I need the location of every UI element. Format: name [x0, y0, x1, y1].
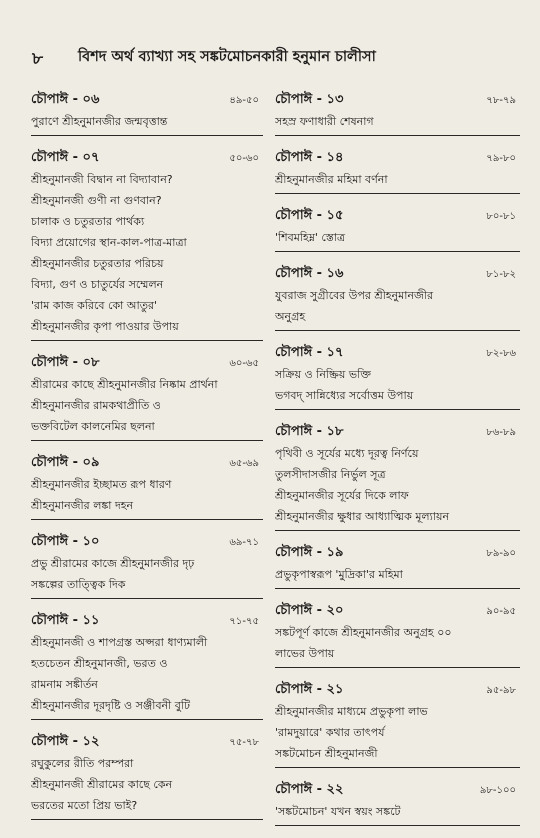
page-range: ৫০-৬০ [229, 153, 259, 164]
toc-right-column [275, 90, 520, 838]
topic-line: সঙ্কটমোচন শ্রীহনুমানজী [275, 747, 378, 760]
toc-entry [31, 732, 263, 820]
toc-entry-heading [31, 611, 263, 632]
toc-entry-heading [31, 90, 263, 111]
entry-divider [275, 767, 520, 768]
toc-entry [275, 206, 520, 252]
toc-entry [275, 148, 520, 194]
entry-divider [275, 409, 520, 410]
chaupai-title: চৌপাঈ - ০৯ [31, 455, 100, 470]
entry-divider [275, 193, 520, 194]
topic-line: শ্রীরামের কাছে শ্রীহনুমানজীর নিষ্কাম প্রার্থনা [31, 378, 218, 391]
topic-line: শ্রীহনুমানজীর চতুরতার পরিচয় [31, 257, 164, 270]
chaupai-title: চৌপাঈ - ০৮ [31, 355, 100, 370]
entry-divider [275, 825, 520, 826]
toc-entry [31, 353, 263, 441]
page-range: ৯৮-১০০ [479, 785, 516, 796]
entry-divider [31, 519, 263, 520]
toc-entry [31, 453, 263, 520]
toc-entry [275, 680, 520, 768]
toc-entry-heading [275, 601, 520, 622]
page-range: ৬৫-৬৯ [229, 458, 259, 469]
topic-line: ভক্তবিটেল কালনেমির ছলনা [31, 420, 155, 433]
toc-entry-heading [275, 148, 520, 169]
topic-line: প্রভু শ্রীরামের কাজে শ্রীহনুমানজীর দৃঢ় [31, 557, 195, 570]
toc-entry [275, 601, 520, 668]
page-range: ৮৯-৯০ [486, 548, 516, 559]
toc-entry-heading [275, 206, 520, 227]
topic-line: শ্রীহনুমানজী ও শাপগ্রস্ত অপ্সরা ধাণ্যমালী [31, 636, 208, 649]
chaupai-title: চৌপাঈ - ১০ [31, 534, 100, 549]
toc-entry-heading [31, 353, 263, 374]
chaupai-title: চৌপাঈ - ২১ [275, 682, 344, 697]
page-range: ৮২-৮৬ [486, 348, 516, 359]
chaupai-title: চৌপাঈ - ০৬ [31, 92, 100, 107]
entry-divider [31, 440, 263, 441]
toc-entry [31, 611, 263, 720]
topic-line: অনুগ্রহ [275, 310, 306, 323]
toc-entry [275, 264, 520, 331]
chaupai-title: চৌপাঈ - ১৮ [275, 424, 344, 439]
entry-divider [31, 719, 263, 720]
entry-divider [275, 135, 520, 136]
toc-entry-heading [31, 732, 263, 753]
chaupai-title: চৌপাঈ - ১৪ [275, 150, 344, 165]
topic-line: শ্রীহনুমানজী বিদ্বান না বিদ্যাবান? [31, 173, 173, 186]
topic-line: হতচেতন শ্রীহনুমানজী, ভরত ও [31, 657, 168, 670]
chaupai-title: চৌপাঈ - ০৭ [31, 150, 100, 165]
entry-divider [275, 667, 520, 668]
page-number: ৮ [32, 49, 44, 69]
toc-entry-heading [31, 148, 263, 169]
toc-entry [275, 343, 520, 410]
page-header [0, 0, 540, 86]
topic-line: ভগবদ্ সান্নিধ্যের সর্বোত্তম উপায় [275, 389, 414, 402]
topic-line: 'শিবমহিম্ন' স্তোত্র [275, 231, 346, 244]
chaupai-title: চৌপাঈ - ২২ [275, 782, 344, 797]
entry-divider [275, 588, 520, 589]
topic-line: শ্রীহনুমানজীর সূর্যের দিকে লাফ [275, 489, 409, 502]
page-range: ৭৮-৭৯ [486, 95, 516, 106]
page-range: ৭৯-৮০ [486, 153, 516, 164]
toc-entry [275, 543, 520, 589]
toc-entry-heading [31, 532, 263, 553]
toc-entry-heading [275, 780, 520, 801]
topic-line: পুরাণে শ্রীহনুমানজীর জন্মবৃত্তান্ত [31, 115, 168, 128]
topic-line: প্রভুকৃপাস্বরূপ 'মুদ্রিকা'র মহিমা [275, 568, 403, 581]
topic-line: শ্রীহনুমানজীর লঙ্কা দহন [31, 499, 134, 512]
topic-line: শ্রীহনুমানজীর রামকথাপ্রীতি ও [31, 399, 161, 412]
chaupai-title: চৌপাঈ - ১১ [31, 613, 100, 628]
toc-entry-heading [275, 422, 520, 443]
topic-line: যুবরাজ সুগ্রীবের উপর শ্রীহনুমানজীর [275, 289, 434, 302]
entry-divider [275, 530, 520, 531]
topic-line: শ্রীহনুমানজীর দূরদৃষ্টি ও সঞ্জীবনী বুটি [31, 699, 191, 712]
toc-entry [275, 90, 520, 136]
page-range: ৯৫-৯৮ [486, 685, 516, 696]
toc-entry-heading [275, 680, 520, 701]
topic-line: শ্রীহনুমানজীর কৃপা পাওয়ার উপায় [31, 320, 179, 333]
topic-line: শ্রীহনুমানজী গুণী না গুণবান? [31, 194, 162, 207]
entry-divider [31, 819, 263, 820]
topic-line: শ্রীহনুমানজীর মহিমা বর্ণনা [275, 173, 388, 186]
topic-line: 'রামদুয়ারে' কথার তাৎপর্য [275, 726, 385, 739]
topic-line: সক্রিয় ও নিষ্ক্রিয় ভক্তি [275, 368, 371, 381]
page-range: ৮১-৮২ [486, 269, 516, 280]
topic-line: তুলসীদাসজীর নির্ভুল সূত্র [275, 468, 386, 481]
topic-line: শ্রীহনুমানজীর ইচ্ছামত রূপ ধারণ [31, 478, 172, 491]
toc-entry [275, 422, 520, 531]
page-range: ৬৯-৭১ [229, 537, 259, 548]
topic-line: লাভের উপায় [275, 647, 335, 660]
toc-entry [275, 780, 520, 826]
toc-entry-heading [275, 543, 520, 564]
topic-line: 'রাম কাজ করিবে কো আতুর' [31, 299, 158, 312]
chaupai-title: চৌপাঈ - ১৫ [275, 208, 344, 223]
topic-line: শ্রীহনুমানজী শ্রীরামের কাছে কেন [31, 778, 173, 791]
chaupai-title: চৌপাঈ - ২০ [275, 603, 344, 618]
entry-divider [275, 330, 520, 331]
topic-line: সঙ্কল্পের তাত্ত্বিক দিক [31, 578, 126, 591]
page-range: ৮০-৮১ [486, 211, 516, 222]
entry-divider [31, 135, 263, 136]
topic-line: 'সঙ্কটমোচন' যখন স্বয়ং সঙ্কটে [275, 805, 401, 818]
page-range: ৮৬-৮৯ [486, 427, 516, 438]
page-range: ৬০-৬৫ [229, 358, 259, 369]
page-range: ৯০-৯৫ [486, 606, 516, 617]
toc-left-column [31, 90, 263, 832]
chaupai-title: চৌপাঈ - ১৬ [275, 266, 344, 281]
chaupai-title: চৌপাঈ - ১৩ [275, 92, 344, 107]
entry-divider [275, 251, 520, 252]
toc-entry-heading [275, 343, 520, 364]
toc-entry-heading [31, 453, 263, 474]
toc-entry-heading [275, 264, 520, 285]
page-range: ৭৫-৭৮ [229, 737, 259, 748]
entry-divider [31, 598, 263, 599]
running-title: বিশদ অর্থ ব্যাখ্যা সহ সঙ্কটমোচনকারী হনুমান চালীসা [78, 49, 376, 65]
topic-line: শ্রীহনুমানজীর ক্ষুধার আধ্যাত্মিক মূল্যায়ন [275, 510, 450, 523]
topic-line: পৃথিবী ও সূর্যের মধ্যে দূরত্ব নির্ণয়ে [275, 447, 419, 460]
topic-line: ভরতের মতো প্রিয় ভাই? [31, 799, 138, 812]
toc-entry [31, 90, 263, 136]
chaupai-title: চৌপাঈ - ১৭ [275, 345, 344, 360]
topic-line: রামনাম সঙ্কীর্তন [31, 678, 98, 691]
chaupai-title: চৌপাঈ - ১২ [31, 734, 100, 749]
toc-entry-heading [275, 90, 520, 111]
topic-line: বিদ্যা, গুণ ও চাতুর্যের সম্মেলন [31, 278, 164, 291]
chaupai-title: চৌপাঈ - ১৯ [275, 545, 344, 560]
toc-entry [31, 532, 263, 599]
page-range: ৭১-৭৫ [229, 616, 259, 627]
toc-entry [31, 148, 263, 341]
topic-line: বিদ্যা প্রয়োগের স্থান-কাল-পাত্র-মাত্রা [31, 236, 187, 249]
topic-line: শ্রীহনুমানজীর মাধ্যমে প্রভুকৃপা লাভ [275, 705, 428, 718]
entry-divider [31, 340, 263, 341]
topic-line: চালাক ও চতুরতার পার্থক্য [31, 215, 145, 228]
page-range: ৪৯-৫০ [229, 95, 259, 106]
topic-line: সঙ্কটপূর্ণ কাজে শ্রীহনুমানজীর অনুগ্রহ ০০ [275, 626, 452, 639]
topic-line: রঘুকুলের রীতি পরম্পরা [31, 757, 134, 770]
topic-line: সহস্র ফণাধারী শেষনাগ [275, 115, 374, 128]
